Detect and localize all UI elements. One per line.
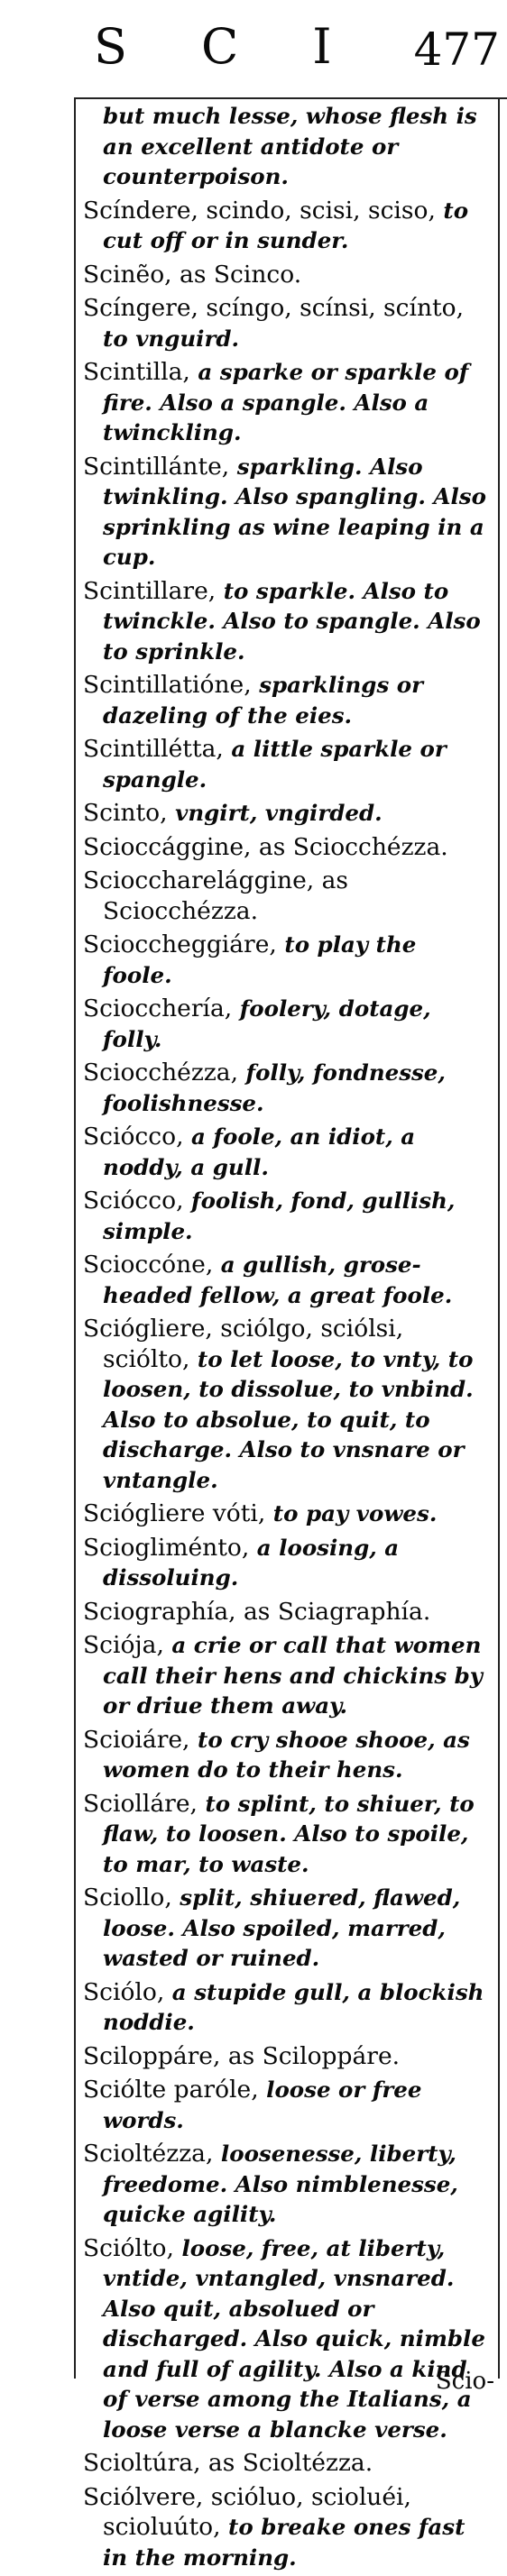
entry-definition: loose or free words.: [103, 2076, 422, 2133]
dictionary-entry: [79, 930, 491, 990]
entry-headword: Sciógliere, sciólgo, sciólsi, sciólto,: [83, 1315, 404, 1373]
entry-headword: Sciólte paróle,: [83, 2076, 259, 2104]
dictionary-entry: [79, 734, 491, 794]
entry-definition: loose, free, at liberty, vntide, vntangled, vnsnared. Also quit, absolued or discharged. Also quick, nimble and full of agility. Also a kind of verse among the Italians, a loose verse a blancke verse.: [103, 2234, 485, 2443]
dictionary-entry: [79, 832, 491, 863]
entry-definition: split, shiuered, flawed, loose. Also spoiled, marred, wasted or ruined.: [103, 1884, 461, 1971]
dictionary-entry: [79, 576, 491, 667]
entry-headword: Sciogliménto,: [83, 1533, 250, 1562]
entry-headword: Sciógliere vóti,: [83, 1499, 266, 1527]
page-header: [0, 5, 507, 103]
catchword: Scio-: [435, 2368, 494, 2395]
entry-definition: to cry shooe shooe, as women do to their hens.: [103, 1726, 470, 1783]
dictionary-entry: [79, 260, 491, 290]
dictionary-entry: [79, 1250, 491, 1310]
entry-headword: Scinto,: [83, 799, 168, 827]
entry-headword: Scioccóne,: [83, 1251, 214, 1279]
dictionary-entry: [79, 196, 491, 256]
entry-definition: folly, fondnesse, foolishnesse.: [103, 1059, 446, 1116]
entry-headword: Sciólvere, scióluo, scioluéi, scioluúto,: [83, 2482, 411, 2541]
entry-definition: foolery, dotage, folly.: [103, 995, 431, 1052]
entry-headword: Sciollo,: [83, 1884, 172, 1911]
entry-headword: Scioccharelággine, as Sciocchézza.: [83, 866, 348, 925]
dictionary-entry: [79, 1630, 491, 1721]
dictionary-entry: [79, 994, 491, 1054]
entry-headword: Scioiáre,: [83, 1725, 190, 1754]
dictionary-entry: [79, 1597, 491, 1627]
entry-definition: to let loose, to vnty, to loosen, to dissolue, to vnbind. Also to absolue, to quit, to discharge. Also to vnsnare or vntangle.: [103, 1345, 474, 1493]
entry-definition: sparklings or dazeling of the eies.: [103, 672, 424, 729]
dictionary-entry: [79, 101, 491, 192]
page-number: 477: [413, 23, 500, 76]
entry-definition: a stupide gull, a blockish noddie.: [103, 1978, 484, 2035]
entry-definition: a foole, an idiot, a noddy, a gull.: [103, 1123, 416, 1180]
dictionary-entry: [79, 1058, 491, 1118]
dictionary-entry: [79, 1789, 491, 1880]
entry-headword: Scintillétta,: [83, 735, 224, 763]
dictionary-entry: [79, 1122, 491, 1182]
entry-headword: Sciographía, as Sciagraphía.: [83, 1597, 431, 1626]
entry-definition: to play the foole.: [103, 931, 417, 988]
entry-headword: Scintillare,: [83, 576, 217, 605]
entry-headword: Scintillánte,: [83, 452, 230, 481]
top-rule: [74, 97, 507, 99]
dictionary-entry: [79, 798, 491, 829]
dictionary-entry: [79, 1499, 491, 1529]
dictionary-entry: [79, 670, 491, 730]
entry-headword: Scintillatióne,: [83, 671, 252, 699]
entry-definition: to breake ones fast in the morning.: [103, 2514, 466, 2571]
dictionary-entry: [79, 1533, 491, 1593]
dictionary-entry: [79, 2448, 491, 2479]
entry-definition: to cut off or in sunder.: [103, 197, 469, 253]
dictionary-entry: [79, 1186, 491, 1246]
entry-headword: Sciója,: [83, 1631, 164, 1659]
entry-definition: sparkling. Also twinkling. Also spangling. Also sprinkling as wine leaping in a cup.: [103, 453, 486, 570]
dictionary-entry: [79, 2139, 491, 2230]
dictionary-entry: [79, 357, 491, 448]
running-head: S C I: [94, 18, 361, 75]
dictionary-entry: [79, 452, 491, 573]
entry-list: [79, 101, 491, 2576]
entry-headword: Sciólto,: [83, 2233, 174, 2262]
dictionary-entry: [79, 1725, 491, 1785]
entry-headword: Scioltézza,: [83, 2140, 214, 2168]
dictionary-entry: [79, 1883, 491, 1974]
entry-headword: Scioccággine, as Sciocchézza.: [83, 832, 448, 861]
entry-headword: Sciócco,: [83, 1187, 184, 1215]
entry-headword: Sciocchería,: [83, 995, 233, 1022]
entry-definition: foolish, fond, gullish, simple.: [103, 1187, 456, 1244]
entry-definition: vngirt, vngirded.: [167, 800, 383, 826]
entry-definition: loosenesse, liberty, freedome. Also nimblenesse, quicke agility.: [103, 2141, 458, 2227]
dictionary-entry: [79, 1977, 491, 2038]
right-rule: [498, 97, 500, 2379]
entry-definition: to vnguird.: [103, 325, 240, 352]
entry-headword: Scioccheggiáre,: [83, 930, 277, 958]
entry-headword: Scintilla,: [83, 358, 190, 386]
dictionary-entry: [79, 2075, 491, 2135]
entry-definition: to sparkle. Also to twinckle. Also to spangle. Also to sprinkle.: [103, 577, 481, 665]
entry-headword: Scioltúra, as Scioltézza.: [83, 2449, 373, 2477]
dictionary-entry: [79, 2482, 491, 2573]
dictionary-entry: [79, 1314, 491, 1495]
dictionary-entry: [79, 2233, 491, 2445]
entry-headword: Scinẽo, as Scinco.: [83, 260, 302, 289]
entry-definition: a sparke or sparkle of fire. Also a spangle. Also a twinckling.: [103, 359, 469, 445]
entry-definition: to splint, to shiuer, to flaw, to loosen. Also to spoile, to mar, to waste.: [103, 1790, 475, 1877]
entry-headword: Scíngere, scíngo, scínsi, scínto,: [83, 294, 465, 322]
entry-definition: a loosing, a dissoluing.: [103, 1534, 400, 1591]
dictionary-entry: [79, 293, 491, 353]
entry-definition: to pay vowes.: [265, 1500, 438, 1526]
dictionary-entry: [79, 2041, 491, 2072]
entry-headword: Sciólo,: [83, 1977, 165, 2006]
entry-definition: a crie or call that women call their hens and chickins by or driue them away.: [103, 1632, 484, 1719]
entry-headword: Sciócco,: [83, 1123, 184, 1150]
entry-headword: Sciocchézza,: [83, 1059, 239, 1086]
entry-definition: but much lesse, whose flesh is an excellent antidote or counterpoison.: [103, 103, 477, 189]
dictionary-entry: [79, 866, 491, 926]
entry-definition: a gullish, grose-headed fellow, a great foole.: [103, 1251, 453, 1308]
entry-headword: Sciolláre,: [83, 1789, 198, 1818]
entry-headword: Scíndere, scindo, scisi, sciso,: [83, 196, 436, 225]
left-rule: [74, 97, 76, 2379]
entry-definition: a little sparkle or spangle.: [103, 736, 447, 793]
entry-headword: Sciloppáre, as Sciloppáre.: [83, 2041, 401, 2070]
